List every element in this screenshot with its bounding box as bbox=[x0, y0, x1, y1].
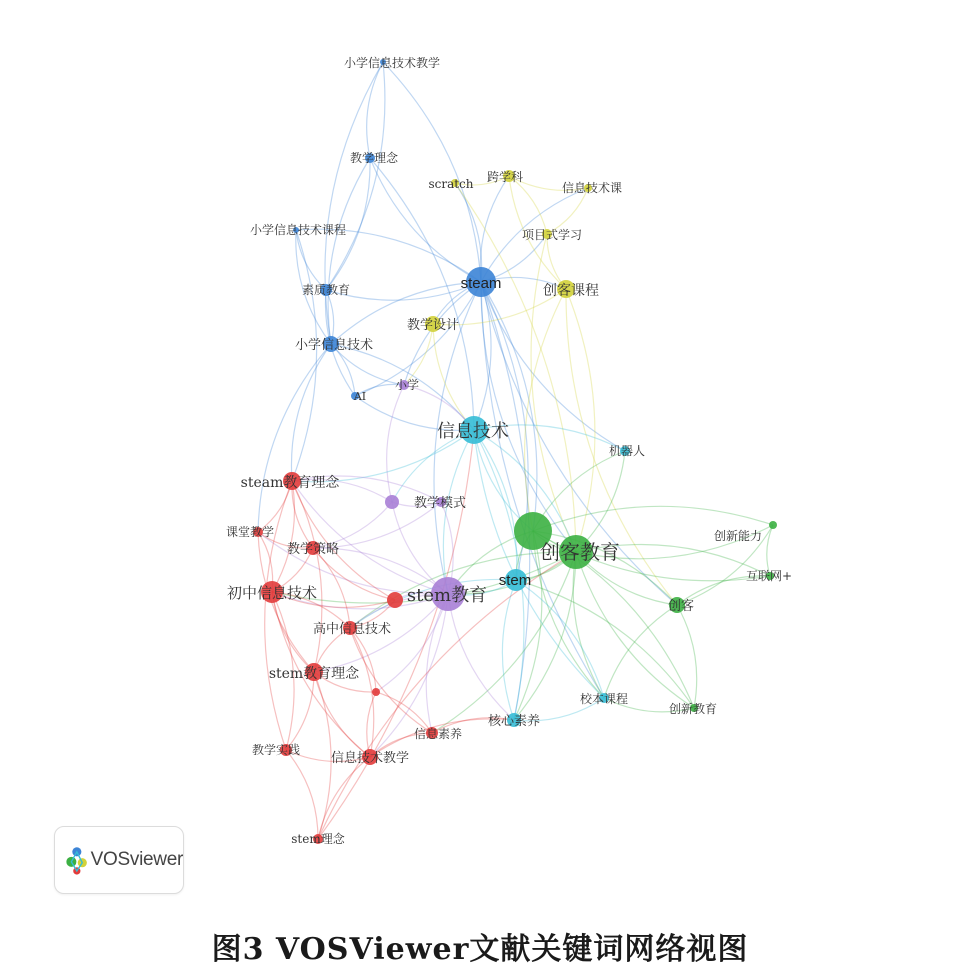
keyword-node-label: 教学模式 bbox=[413, 496, 467, 511]
keyword-node-label: stem bbox=[498, 572, 532, 589]
network-edge bbox=[325, 62, 383, 344]
keyword-node-label: stem理念 bbox=[291, 832, 345, 846]
keyword-node-label: 创客教育 bbox=[540, 540, 620, 564]
network-edge bbox=[326, 62, 385, 290]
network-edge bbox=[533, 506, 773, 531]
vosviewer-logo-icon bbox=[65, 843, 89, 877]
keyword-node bbox=[372, 688, 380, 696]
keyword-node-label: steam教育理念 bbox=[240, 475, 340, 491]
keyword-node-label: stem教育 bbox=[406, 585, 488, 606]
keyword-node-label: 素质教育 bbox=[301, 283, 351, 297]
keyword-node bbox=[769, 521, 777, 529]
network-edge bbox=[448, 594, 514, 720]
network-edge bbox=[318, 757, 370, 839]
keyword-node-label: 小学信息技术教学 bbox=[343, 56, 441, 70]
keyword-node-label: 核心素养 bbox=[487, 714, 541, 729]
keyword-node-label: 项目式学习 bbox=[521, 228, 583, 242]
keyword-node-label: 小学 bbox=[394, 378, 420, 392]
network-edge bbox=[296, 229, 481, 282]
keyword-node-label: 初中信息技术 bbox=[226, 584, 318, 602]
keyword-node-label: 互联网+ bbox=[745, 569, 793, 583]
network-edge bbox=[383, 62, 481, 282]
keyword-node-label: 教学设计 bbox=[406, 318, 460, 333]
network-edge bbox=[286, 672, 314, 750]
keyword-node-label: steam bbox=[460, 275, 502, 292]
keyword-node-label: 跨学科 bbox=[486, 170, 524, 184]
network-edge bbox=[265, 481, 292, 750]
network-edge bbox=[292, 230, 317, 481]
keyword-node bbox=[387, 592, 403, 608]
keyword-node-label: 校本课程 bbox=[579, 692, 629, 706]
keyword-node-label: 教学实践 bbox=[251, 743, 301, 757]
keyword-node-label: 教学策略 bbox=[286, 542, 340, 557]
keyword-node-label: 创新能力 bbox=[713, 529, 763, 543]
network-edge bbox=[481, 282, 530, 720]
keyword-node-label: 创客 bbox=[667, 599, 695, 614]
network-edge bbox=[292, 481, 313, 548]
network-edge bbox=[314, 672, 370, 757]
keyword-node-label: stem教育理念 bbox=[268, 666, 360, 682]
network-edge bbox=[387, 385, 404, 502]
keyword-node-label: 教学理念 bbox=[349, 151, 399, 165]
keyword-node-label: scratch bbox=[428, 177, 474, 191]
keyword-node bbox=[385, 495, 399, 509]
logo-text: VOSviewer bbox=[90, 849, 183, 870]
keyword-node-label: 信息技术教学 bbox=[330, 751, 410, 766]
network-edge bbox=[286, 750, 318, 839]
figure-caption: 图3 VOSViewer文献关键词网络视图 bbox=[211, 932, 749, 967]
keyword-node-label: 信息技术课 bbox=[561, 181, 623, 195]
network-edge bbox=[604, 605, 677, 698]
keyword-node-label: 信息技术 bbox=[437, 421, 509, 442]
keyword-node-label: 小学信息技术课程 bbox=[249, 223, 347, 237]
keyword-node-label: 信息素养 bbox=[413, 727, 463, 741]
keyword-node-label: AI bbox=[353, 390, 367, 403]
network-edge bbox=[292, 481, 322, 672]
label-layer bbox=[226, 55, 792, 846]
keyword-node-label: 小学信息技术 bbox=[294, 338, 374, 353]
vosviewer-logo bbox=[54, 826, 184, 894]
network-edge bbox=[314, 672, 331, 839]
keyword-node-label: 机器人 bbox=[608, 444, 646, 458]
keyword-node-label: 创新教育 bbox=[668, 702, 718, 716]
keyword-node-label: 高中信息技术 bbox=[312, 622, 392, 637]
keyword-node-label: 创客课程 bbox=[543, 283, 599, 299]
keyword-node-label: 课堂教学 bbox=[225, 525, 275, 539]
